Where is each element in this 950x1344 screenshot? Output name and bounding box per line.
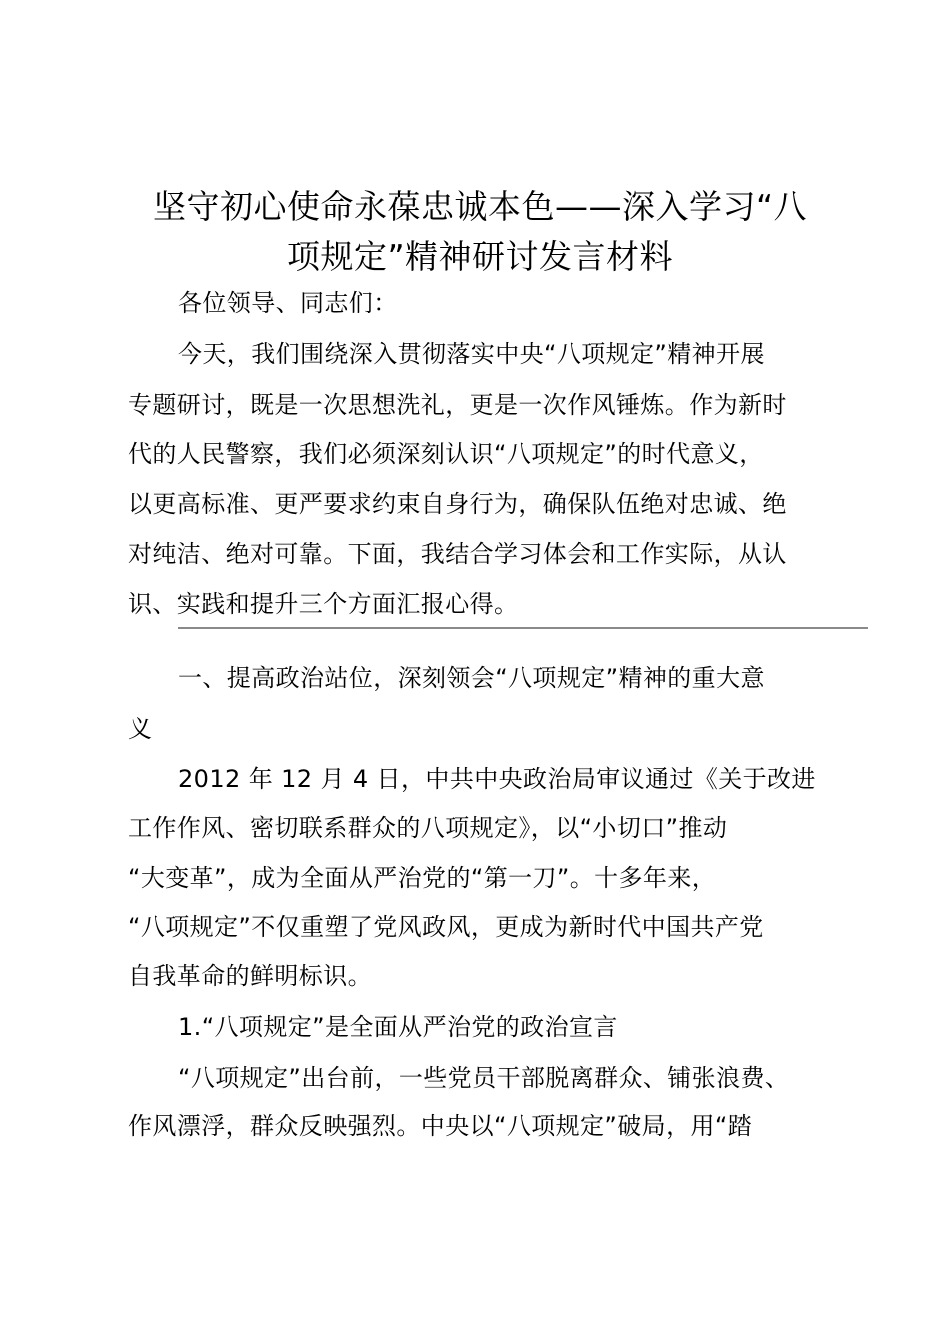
section1-para-line-1: 2012 年 12 月 4 日，中共中央政治局审议通过《关于改进 [178,765,816,793]
title-line-1: 坚守初心使命永葆忠诚本色——深入学习“八 [152,187,808,226]
section1-para-line-3: “大变革”，成为全面从严治党的“第一刀”。十多年来， [128,864,717,892]
salutation: 各位领导、同志们： [178,289,398,317]
section1-para-line-5: 自我革命的鲜明标识。 [128,962,372,990]
title-line-2: 项规定”精神研讨发言材料 [286,237,674,276]
intro-line-5: 对纯洁、绝对可靠。下面，我结合学习体会和工作实际，从认 [128,540,787,568]
intro-line-2: 专题研讨，既是一次思想洗礼，更是一次作风锤炼。作为新时 [128,391,787,419]
horizontal-divider [178,627,868,629]
intro-line-3: 代的人民警察，我们必须深刻认识“八项规定”的时代意义， [128,440,764,468]
section1-heading-line-2: 义 [128,715,153,743]
section1-para-line-4: “八项规定”不仅重塑了党风政风，更成为新时代中国共产党 [128,913,764,941]
subheading-1: 1.“八项规定”是全面从严治党的政治宣言 [178,1013,618,1041]
section1-para-line-2: 工作作风、密切联系群众的八项规定》，以“小切口”推动 [128,814,728,842]
section1-heading-line-1: 一、提高政治站位，深刻领会“八项规定”精神的重大意 [178,664,765,692]
intro-line-6: 识、实践和提升三个方面汇报心得。 [128,590,519,618]
intro-line-4: 以更高标准、更严要求约束自身行为，确保队伍绝对忠诚、绝 [128,490,787,518]
sub1-para-line-1: “八项规定”出台前，一些党员干部脱离群众、铺张浪费、 [178,1064,790,1092]
document-title [120,182,840,282]
sub1-para-line-2: 作风漂浮，群众反映强烈。中央以“八项规定”破局，用“踏 [128,1112,753,1140]
intro-line-1: 今天，我们围绕深入贯彻落实中央“八项规定”精神开展 [178,340,765,368]
